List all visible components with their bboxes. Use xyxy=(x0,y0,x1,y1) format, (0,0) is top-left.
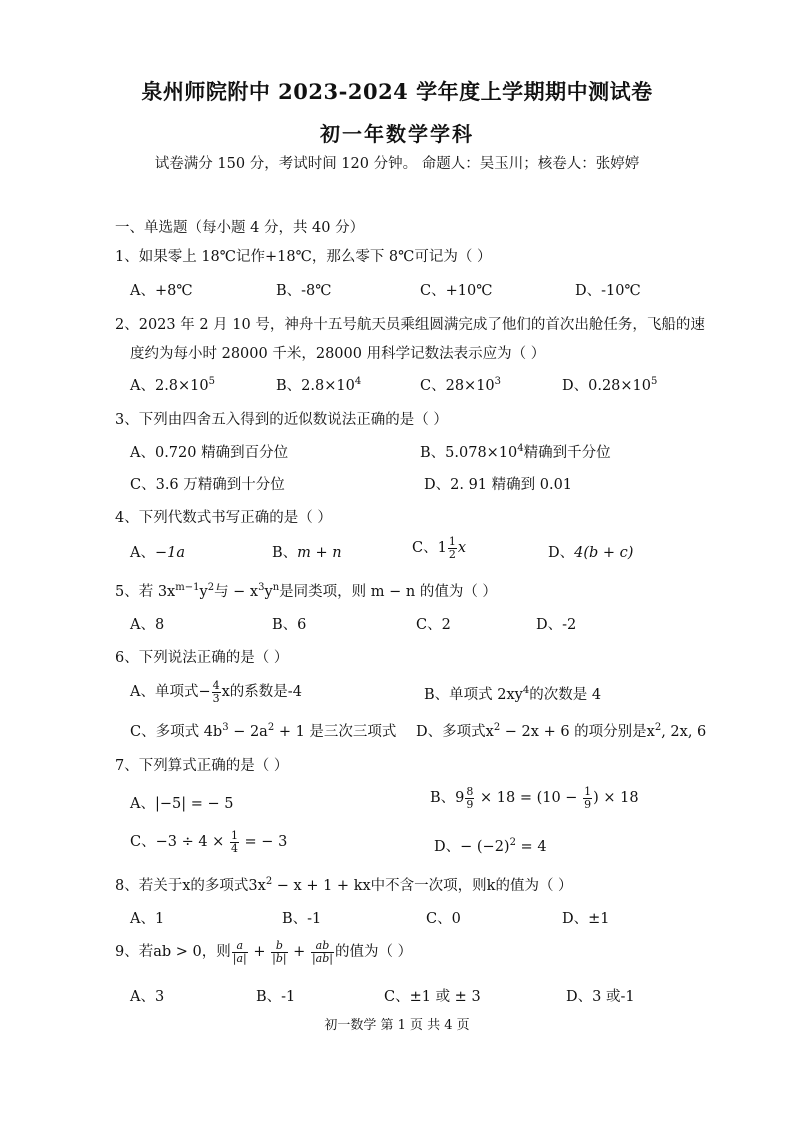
question-7-option-b: B、9 $\frac{8}{9}$ × 18 = (10 − $\frac{1}{9}$ ) × 18 xyxy=(430,785,639,811)
question-2-stem-line2: 度约为每小时 28000 千米，28000 用科学记数法表示应为（ ） xyxy=(130,346,546,362)
question-8-option-a: A、1 xyxy=(130,911,165,927)
question-7-stem: 7、下列算式正确的是（ ） xyxy=(115,758,289,774)
question-4-stem: 4、下列代数式书写正确的是（ ） xyxy=(115,510,332,526)
fraction: $\frac{b}{|b|}$ xyxy=(272,939,287,965)
question-7-option-d: D、− $(-2)^2 = 4$ xyxy=(434,837,547,855)
question-8-option-d: D、±1 xyxy=(562,911,610,927)
question-2-stem-line1: 2、2023 年 2 月 10 号，神舟十五号航天员乘组圆满完成了他们的首次出舱任务，飞船的速 xyxy=(115,317,705,333)
question-6-option-d: D、多项式$x^2 - 2x + 6$ 的项分别是$x^2$, 2x, 6 xyxy=(416,722,707,740)
question-1-option-d: D、-10℃ xyxy=(575,283,641,299)
exam-meta: 试卷满分 150 分，考试时间 120 分钟。 命题人：吴玉川；核卷人：张婷婷 xyxy=(154,156,640,172)
question-1-option-b: B、-8℃ xyxy=(276,283,332,299)
question-4-option-b: B、m + n xyxy=(272,545,342,561)
question-2-option-a: A、$2.8\times 10^5$ xyxy=(130,376,216,394)
question-7-option-a: A、|−5| = − 5 xyxy=(130,796,234,812)
fraction: $\frac{1}{9}$ xyxy=(584,785,592,811)
question-4-option-a: A、−1a xyxy=(130,545,186,561)
question-2-option-d: D、$0.28\times 10^5$ xyxy=(562,376,658,394)
question-9-option-c: C、±1 或 ± 3 xyxy=(384,989,481,1005)
question-6-stem: 6、下列说法正确的是（ ） xyxy=(115,650,289,666)
question-8-stem: 8、若关于x的多项式$3x^2 - x + 1$ + kx中不含一次项，则k的值为（ ） xyxy=(115,876,573,894)
question-7-option-c: C、−3 ÷ 4 × $\frac{1}{4}$ = − 3 xyxy=(130,829,288,855)
fraction: $\frac{1}{4}$ xyxy=(230,829,238,855)
question-8-option-b: B、-1 xyxy=(282,911,322,927)
question-6-option-c: C、多项式 $4b^3 - 2a^2 + 1$ 是三次三项式 xyxy=(130,722,397,740)
question-3-option-d: D、2. 91 精确到 0.01 xyxy=(424,477,573,493)
question-5-option-a: A、8 xyxy=(130,617,165,633)
question-4-option-c: C、1 $\frac{1}{2}$ x xyxy=(412,535,467,561)
question-3-stem: 3、下列由四舍五入得到的近似数说法正确的是（ ） xyxy=(115,412,448,428)
question-6-option-a: A、单项式− $\frac{4}{3}$ x的系数是-4 xyxy=(130,679,302,705)
question-4-option-d: D、4(b + c) xyxy=(548,545,634,561)
question-3-option-a: A、0.720 精确到百分位 xyxy=(130,445,289,461)
question-9-option-d: D、3 或-1 xyxy=(566,989,635,1005)
question-3-option-b: B、$5.078\times 10^4$精确到千分位 xyxy=(420,443,611,461)
fraction: $\frac{1}{2}$ xyxy=(448,535,456,561)
page-footer: 初一数学 第 1 页 共 4 页 xyxy=(324,1018,470,1033)
fraction: $\frac{ab}{|ab|}$ xyxy=(311,939,333,965)
question-5-option-c: C、2 xyxy=(416,617,451,633)
fraction: $\frac{a}{|a|}$ xyxy=(232,939,247,965)
fraction: $\frac{4}{3}$ xyxy=(212,679,220,705)
question-2-option-c: C、$28\times 10^3$ xyxy=(420,376,502,394)
question-5-stem: 5、若 $3x^{m-1}y^2$与 − $x^3y^n$是同类项，则 m − n 的值为（ ） xyxy=(115,582,497,600)
exam-title: 泉州师院附中 2023-2024 学年度上学期期中测试卷 xyxy=(141,79,653,104)
question-1-stem: 1、如果零上 18℃记作+18℃，那么零下 8℃可记为（ ） xyxy=(115,249,492,265)
question-8-option-c: C、0 xyxy=(426,911,461,927)
question-1-option-c: C、+10℃ xyxy=(420,283,493,299)
question-9-option-a: A、3 xyxy=(130,989,165,1005)
exam-subtitle: 初一年数学学科 xyxy=(320,122,474,146)
fraction: $\frac{8}{9}$ xyxy=(466,785,474,811)
section-title: 一、单选题（每小题 4 分，共 40 分） xyxy=(115,220,365,236)
question-2-option-b: B、$2.8\times 10^4$ xyxy=(276,376,362,394)
question-9-option-b: B、-1 xyxy=(256,989,296,1005)
question-5-option-b: B、6 xyxy=(272,617,307,633)
question-3-option-c: C、3.6 万精确到十分位 xyxy=(130,477,285,493)
question-5-option-d: D、-2 xyxy=(536,617,577,633)
question-9-stem: 9、若ab > 0，则 $\frac{a}{|a|}$ + $\frac{b}{|b|}$ + $\frac{ab}{|ab|}$ 的值为（ ） xyxy=(115,939,413,965)
question-6-option-b: B、单项式 $2xy^4$的次数是 4 xyxy=(424,685,602,703)
question-1-option-a: A、+8℃ xyxy=(130,283,193,299)
